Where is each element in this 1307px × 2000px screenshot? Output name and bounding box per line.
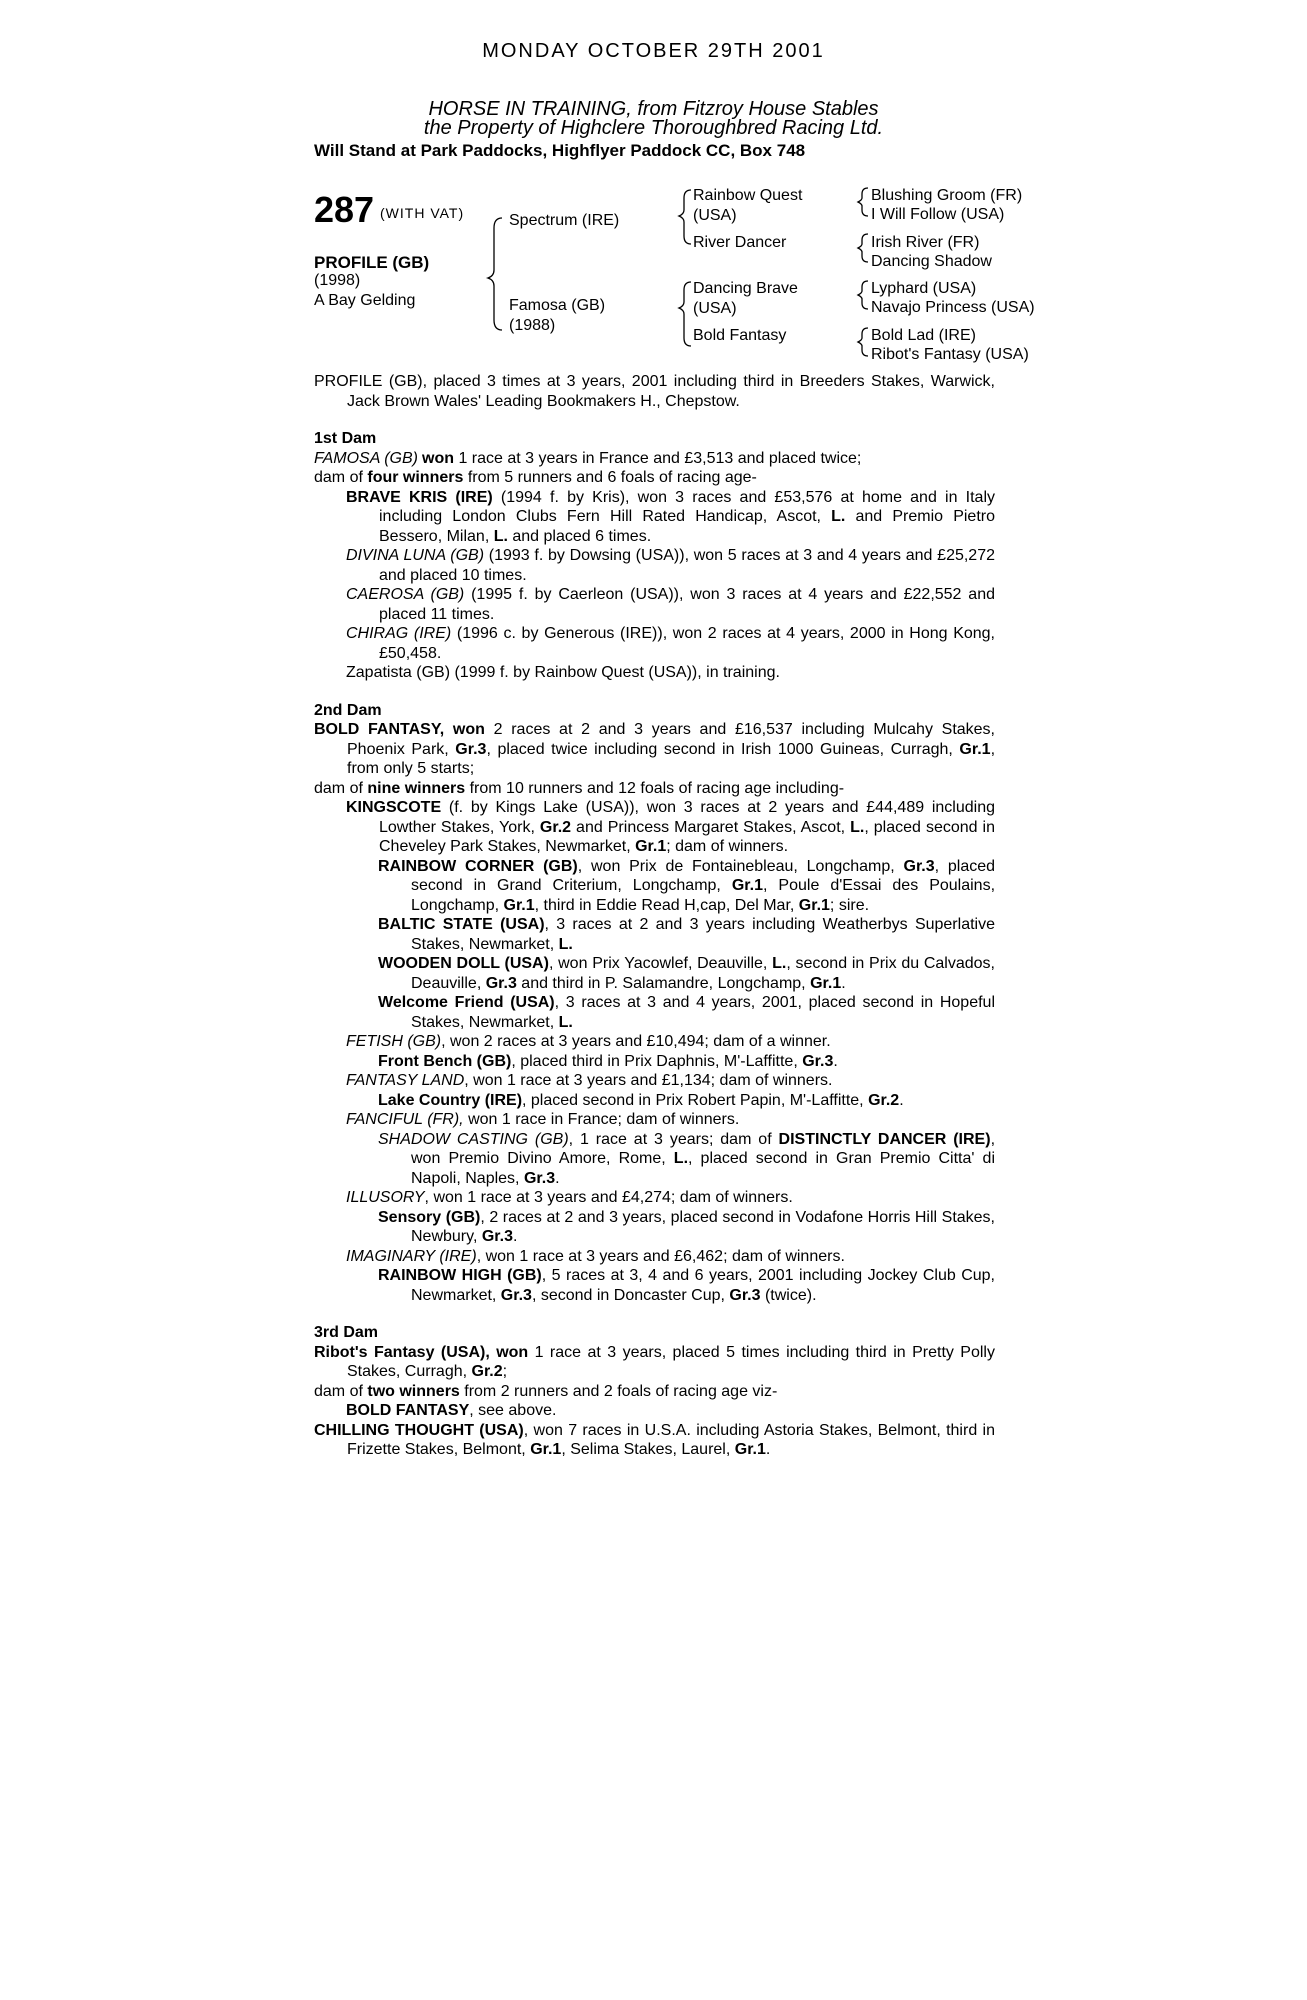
horse-description: A Bay Gelding	[314, 292, 416, 309]
produce-fantasy-land: FANTASY LAND, won 1 race at 3 years and £1,134; dam of winners.	[346, 1072, 833, 1089]
first-dam-heading: 1st Dam	[314, 430, 377, 447]
header-line-2: the Property of Highclere Thoroughbred Racing Ltd.	[423, 117, 884, 139]
produce-sensory: Sensory (GB), 2 races at 2 and 3 years, placed second in Vodafone Horris Hill Stakes, Newbury, Gr.3.	[378, 1208, 996, 1245]
produce-brave-kris: BRAVE KRIS (IRE) (1994 f. by Kris), won 3 races and £53,576 at home and in Italy including London Clubs Fern Hill Rated Handicap, Ascot, L. and Premio Pietro Bessero, Milan, L. and placed 6 times.	[346, 488, 995, 545]
pedigree-ssd: I Will Follow (USA)	[871, 206, 1005, 223]
stand-location: Will Stand at Park Paddocks, Highflyer Paddock CC, Box 748	[314, 141, 806, 160]
pedigree-sire-sire-country: (USA)	[693, 207, 737, 224]
pedigree-sds: Irish River (FR)	[871, 234, 980, 251]
pedigree-dss: Lyphard (USA)	[871, 280, 977, 297]
horse-name: PROFILE (GB)	[314, 253, 430, 272]
produce-wooden-doll: WOODEN DOLL (USA), won Prix Yacowlef, Deauville, L., second in Prix du Calvados, Deauville, Gr.3 and third in P. Salamandre, Longchamp, Gr.1.	[378, 955, 995, 992]
pedigree-dam-sire: Dancing Brave	[693, 280, 798, 297]
produce-divina-luna: DIVINA LUNA (GB) (1993 f. by Dowsing (USA)), won 5 races at 3 and 4 years and £25,272 and placed 10 times.	[346, 547, 996, 584]
catalogue-text	[314, 372, 995, 1460]
produce-caerosa: CAEROSA (GB) (1995 f. by Caerleon (USA)), won 3 races at 4 years and £22,552 and placed 11 times.	[346, 586, 995, 623]
third-dam-heading: 3rd Dam	[314, 1324, 379, 1341]
produce-fanciful: FANCIFUL (FR), won 1 race in France; dam of winners.	[346, 1111, 740, 1128]
produce-fetish: FETISH (GB), won 2 races at 3 years and £10,494; dam of a winner.	[346, 1033, 831, 1050]
pedigree-sss: Blushing Groom (FR)	[871, 187, 1023, 204]
produce-lake-country: Lake Country (IRE), placed second in Prix Robert Papin, M'-Laffitte, Gr.2.	[378, 1091, 904, 1109]
sale-date: MONDAY OCTOBER 29TH 2001	[482, 40, 825, 62]
pedigree-dam-year: (1988)	[509, 317, 556, 334]
second-dam-produce: dam of nine winners from 10 runners and 12 foals of racing age including-	[314, 779, 845, 797]
produce-front-bench: Front Bench (GB), placed third in Prix Daphnis, M'-Laffitte, Gr.3.	[378, 1052, 838, 1070]
produce-bold-fantasy: BOLD FANTASY, see above.	[346, 1402, 557, 1419]
horse-year: (1998)	[314, 272, 361, 289]
produce-welcome-friend: Welcome Friend (USA), 3 races at 3 and 4 years, 2001, placed second in Hopeful Stakes, Newmarket, L.	[378, 994, 996, 1031]
pedigree-sire-dam: River Dancer	[693, 234, 787, 251]
second-dam-record: BOLD FANTASY, won 2 races at 2 and 3 years and £16,537 including Mulcahy Stakes, Phoenix Park, Gr.3, placed twice including second in Irish 1000 Guineas, Curragh, Gr.1, from only 5 starts;	[314, 721, 996, 777]
produce-chilling-thought: CHILLING THOUGHT (USA), won 7 races in U.S.A. including Astoria Stakes, Belmont, third in Frizette Stakes, Belmont, Gr.1, Selima Stakes, Laurel, Gr.1.	[314, 1421, 995, 1458]
vat-note: (WITH VAT)	[380, 205, 465, 221]
pedigree-dam: Famosa (GB)	[509, 297, 606, 314]
pedigree-sire-sire: Rainbow Quest	[693, 187, 803, 204]
produce-illusory: ILLUSORY, won 1 race at 3 years and £4,274; dam of winners.	[346, 1189, 793, 1206]
first-dam-record: FAMOSA (GB) won 1 race at 3 years in France and £3,513 and placed twice;	[314, 449, 862, 467]
produce-imaginary: IMAGINARY (IRE), won 1 race at 3 years and £6,462; dam of winners.	[346, 1247, 845, 1265]
pedigree-sire: Spectrum (IRE)	[509, 212, 620, 229]
third-dam-produce: dam of two winners from 2 runners and 2 foals of racing age viz-	[314, 1382, 778, 1400]
first-dam-produce: dam of four winners from 5 runners and 6 foals of racing age-	[314, 469, 757, 486]
second-dam-heading: 2nd Dam	[314, 701, 382, 719]
pedigree-sdd: Dancing Shadow	[871, 253, 992, 270]
pedigree-braces	[0, 0, 1307, 380]
pedigree-dam-dam: Bold Fantasy	[693, 327, 787, 344]
third-dam-record: Ribot's Fantasy (USA), won 1 race at 3 years, placed 5 times including third in Pretty Polly Stakes, Curragh, Gr.2;	[314, 1343, 995, 1380]
profile-summary: PROFILE (GB), placed 3 times at 3 years, 2001 including third in Breeders Stakes, Warwick, Jack Brown Wales' Leading Bookmakers H., Chepstow.	[314, 373, 995, 410]
header-line-1: HORSE IN TRAINING, from Fitzroy House Stables	[428, 98, 879, 120]
produce-shadow-casting: SHADOW CASTING (GB), 1 race at 3 years; dam of DISTINCTLY DANCER (IRE), won Premio Divino Amore, Rome, L., placed second in Gran Premio Citta' di Napoli, Naples, Gr.3.	[378, 1130, 996, 1187]
produce-zapatista: Zapatista (GB) (1999 f. by Rainbow Quest (USA)), in training.	[346, 664, 780, 681]
produce-rainbow-corner: RAINBOW CORNER (GB), won Prix de Fontainebleau, Longchamp, Gr.3, placed second in Grand Criterium, Longchamp, Gr.1, Poule d'Essai des Poulains, Longchamp, Gr.1, third in Eddie Read H,cap, Del Mar, Gr.1; sire.	[378, 857, 996, 914]
produce-chirag: CHIRAG (IRE) (1996 c. by Generous (IRE)), won 2 races at 4 years, 2000 in Hong Kong, £50,458.	[346, 625, 996, 662]
lot-number: 287	[314, 189, 375, 230]
produce-rainbow-high: RAINBOW HIGH (GB), 5 races at 3, 4 and 6 years, 2001 including Jockey Club Cup, Newmarket, Gr.3, second in Doncaster Cup, Gr.3 (twice).	[378, 1267, 995, 1304]
pedigree-dds: Bold Lad (IRE)	[871, 327, 976, 344]
pedigree-ddd: Ribot's Fantasy (USA)	[871, 346, 1029, 363]
pedigree-dsd: Navajo Princess (USA)	[871, 299, 1035, 316]
produce-baltic-state: BALTIC STATE (USA), 3 races at 2 and 3 years including Weatherbys Superlative Stakes, Newmarket, L.	[378, 916, 995, 953]
pedigree-dam-sire-country: (USA)	[693, 300, 737, 317]
produce-kingscote: KINGSCOTE (f. by Kings Lake (USA)), won 3 races at 2 years and £44,489 including Lowther Stakes, York, Gr.2 and Princess Margaret Stakes, Ascot, L., placed second in Cheveley Park Stakes, Newmarket, Gr.1; dam of winners.	[346, 799, 995, 855]
